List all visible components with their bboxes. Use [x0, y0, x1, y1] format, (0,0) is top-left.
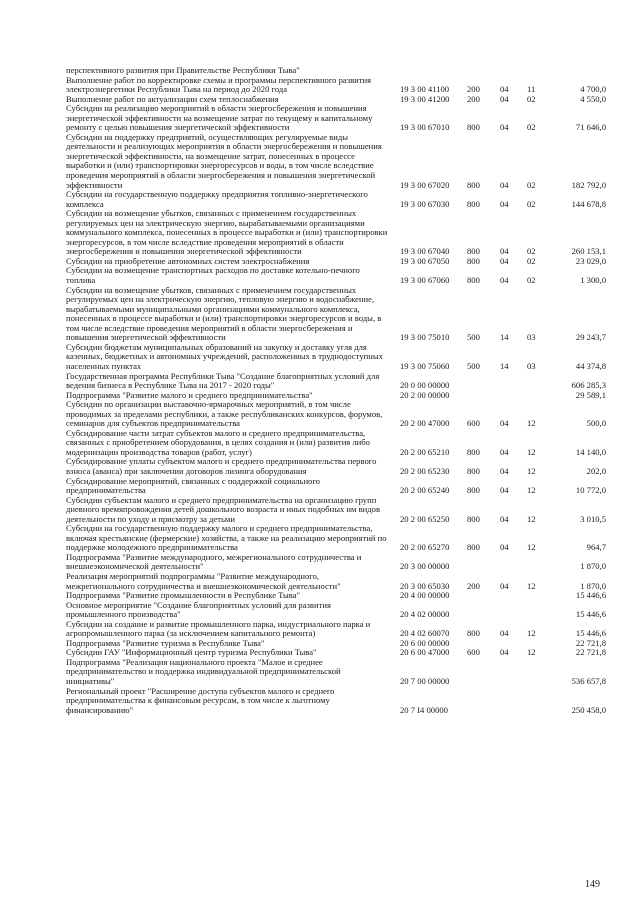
expense-type: 800 [467, 198, 480, 209]
table-row [66, 400, 606, 429]
table-row [66, 266, 606, 285]
row-description: Субсидии на возмещение транспортных расходов по доставке котельно-печного топлива [66, 265, 360, 286]
subsection: 12 [527, 580, 536, 591]
subsection: 12 [527, 628, 536, 639]
amount: 4 550,0 [580, 93, 606, 104]
amount: 606 285,3 [571, 380, 606, 391]
subsection: 12 [527, 513, 536, 524]
amount: 29 589,1 [575, 389, 606, 400]
row-description: Субсидии на создание и развитие промышленного парка, индустриального парка и агропромышленного парка (за исключением капитального ремонта) [66, 618, 371, 639]
expense-type: 800 [467, 465, 480, 476]
row-description: Субсидии на приобретение автономных систем электроснабжения [66, 255, 310, 266]
table-row [66, 601, 606, 620]
row-description: Подпрограмма "Развитие промышленности в Республике Тыва" [66, 590, 301, 601]
section: 14 [500, 332, 509, 343]
expense-type: 600 [467, 418, 480, 429]
page-number: 149 [585, 879, 600, 890]
row-description: Субсидии бюджетам муниципальных образований на закупку и доставку угля для казенных, бюджетных и автономных учреждений, расположенных в труднодоступных населенных пунктах [66, 341, 383, 371]
subsection: 12 [527, 485, 536, 496]
expense-type: 800 [467, 542, 480, 553]
subsection: 12 [527, 418, 536, 429]
row-description: Подпрограмма "Развитие малого и среднего предпринимательства" [66, 389, 313, 400]
section: 04 [500, 255, 509, 266]
table-row [66, 477, 606, 496]
table-row [66, 190, 606, 209]
amount: 23 029,0 [575, 255, 606, 266]
expense-type: 600 [467, 647, 480, 658]
amount: 500,0 [586, 418, 606, 429]
table-row [66, 76, 606, 95]
table-row [66, 209, 606, 257]
row-description: Субсидии по организации выставочно-ярмарочных мероприятий, в том числе проводимых за пределами республики, а также республиканских конкурсов, форумов, семинаров для субъектов предпринимательства [66, 399, 383, 429]
table-row [66, 687, 606, 716]
row-description: Субсидии на реализацию мероприятий в области энергосбережения и повышения энергетической эффективности на возмещение затрат по текущему и капитальному ремонту с целью повышения энергетической эффективности [66, 103, 373, 133]
amount: 1 870,0 [580, 561, 606, 572]
section: 04 [500, 580, 509, 591]
budget-code: 19 3 00 67010 [400, 122, 450, 133]
amount: 10 772,0 [575, 485, 606, 496]
row-description: Субсидии на поддержку предприятий, осуществляющих регулируемые виды деятельности и реализующих мероприятия в области энергосбережения и повышения энергетической эффективности, на возмещение затрат, понесенных в процессе выработки и (или) транспортировки энергоресурсов и воды, в том числе вследствие проведения мероприятий в области энергосбережения и повышения энергетической эффективности [66, 131, 382, 190]
table-row [66, 658, 606, 687]
amount: 182 792,0 [571, 179, 606, 190]
row-description: Выполнение работ по корректировке схемы и программы перспективного развития электроэнергетики Республики Тыва на период до 2020 года [66, 74, 372, 95]
expense-type: 800 [467, 485, 480, 496]
section: 04 [500, 179, 509, 190]
amount: 22 721,8 [575, 647, 606, 658]
amount: 15 446,6 [575, 590, 606, 601]
amount: 29 243,7 [575, 332, 606, 343]
budget-code: 19 3 00 67030 [400, 198, 450, 209]
expense-type: 800 [467, 513, 480, 524]
subsection: 02 [527, 93, 536, 104]
row-description: Подпрограмма "Реализация национального проекта "Малое и среднее предпринимательство и поддержка индивидуальной предпринимательской инициативы" [66, 656, 341, 686]
table-row [66, 620, 606, 639]
budget-code: 20 4 02 60070 [400, 628, 450, 639]
row-description: Субсидии на возмещение убытков, связанных с применением государственных регулируемых цен на электрическую энергию, вырабатываемыми организациями коммунального комплекса, понесенных в процессе выработки и (или) транспортировки энергоресурсов, в том числе вследствие проведения мероприятий в области энергосбережения и повышения энергетической эффективности [66, 208, 388, 257]
expense-type: 800 [467, 122, 480, 133]
budget-code: 19 3 00 67040 [400, 246, 450, 257]
amount: 260 153,1 [571, 246, 606, 257]
row-description: Подпрограмма "Развитие международного, межрегионального сотрудничества и внешнеэкономической деятельности" [66, 551, 362, 572]
amount: 1 870,0 [580, 580, 606, 591]
row-description: Субсидирование уплаты субъектом малого и среднего предпринимательства первого взноса (аванса) при заключении договоров лизинга оборудования [66, 456, 377, 476]
budget-code: 20 7 I4 00000 [400, 704, 448, 715]
subsection: 03 [527, 332, 536, 343]
section: 04 [500, 84, 509, 95]
row-description: Субсидии ГАУ "Информационный центр туризма Республики Тыва" [66, 647, 317, 658]
table-row [66, 429, 606, 458]
amount: 964,7 [586, 542, 606, 553]
section: 04 [500, 93, 509, 104]
section: 04 [500, 542, 509, 553]
row-description: Субсидии на государственную поддержку предприятия топливно-энергетического комплекса [66, 189, 368, 209]
section: 14 [500, 360, 509, 371]
subsection: 02 [527, 275, 536, 286]
budget-code: 19 3 00 75060 [400, 360, 450, 371]
subsection: 02 [527, 179, 536, 190]
table-row [66, 372, 606, 391]
amount: 1 300,0 [580, 275, 606, 286]
subsection: 02 [527, 198, 536, 209]
budget-code: 19 3 00 67060 [400, 275, 450, 286]
subsection: 02 [527, 255, 536, 266]
row-description: Субсидии на государственную поддержку малого и среднего предпринимательства, включая крестьянские (фермерские) хозяйства, а также на реализацию мероприятий по поддержке молодежного предпринимательства [66, 523, 387, 553]
expense-type: 800 [467, 275, 480, 286]
table-row [66, 286, 606, 343]
subsection: 12 [527, 647, 536, 658]
section: 04 [500, 485, 509, 496]
section: 04 [500, 275, 509, 286]
row-description: Субсидирование части затрат субъектов малого и среднего предпринимательства, связанных с приобретением оборудования, в целях создания и (или) развития либо модернизации производства товаров (работ, услуг) [66, 427, 370, 457]
section: 04 [500, 122, 509, 133]
budget-code: 19 3 00 67050 [400, 255, 450, 266]
amount: 250 458,0 [571, 704, 606, 715]
section: 04 [500, 628, 509, 639]
amount: 15 446,6 [575, 609, 606, 620]
row-description: перспективного развития при Правительстве Республики Тыва" [66, 65, 300, 75]
expense-type: 200 [467, 84, 480, 95]
budget-code: 20 3 00 65030 [400, 580, 450, 591]
budget-code: 20 4 00 00000 [400, 590, 450, 601]
table-row [66, 343, 606, 372]
amount: 22 721,8 [575, 637, 606, 648]
budget-code: 20 2 00 65230 [400, 465, 450, 476]
budget-code: 20 7 00 00000 [400, 676, 450, 686]
table-row [66, 133, 606, 190]
row-description: Государственная программа Республики Тыва "Создание благоприятных условий для ведения бизнеса в Республике Тыва на 2017 - 2020 годы" [66, 370, 380, 391]
amount: 44 374,8 [575, 360, 606, 371]
budget-code: 20 3 00 00000 [400, 561, 450, 572]
expense-type: 800 [467, 446, 480, 457]
subsection: 12 [527, 446, 536, 457]
expense-type: 800 [467, 179, 480, 190]
budget-code: 20 2 00 65250 [400, 513, 450, 524]
amount: 71 646,0 [575, 122, 606, 133]
expense-type: 200 [467, 93, 480, 104]
row-description: Региональный проект "Расширение доступа субъектов малого и среднего предпринимательства к финансовым ресурсам, в том числе к льготному финансированию" [66, 685, 335, 715]
budget-code: 20 4 02 00000 [400, 609, 450, 620]
budget-code: 20 2 00 65270 [400, 542, 450, 553]
budget-code: 19 3 00 75010 [400, 332, 450, 343]
section: 04 [500, 198, 509, 209]
budget-code: 20 6 00 00000 [400, 637, 450, 648]
amount: 14 140,0 [575, 446, 606, 457]
table-row [66, 496, 606, 525]
amount: 4 700,0 [580, 84, 606, 95]
subsection: 02 [527, 122, 536, 133]
expense-type: 800 [467, 246, 480, 257]
budget-table [66, 66, 606, 715]
table-row [66, 524, 606, 553]
section: 04 [500, 418, 509, 429]
table-row [66, 553, 606, 572]
subsection: 12 [527, 465, 536, 476]
budget-code: 20 0 00 00000 [400, 380, 450, 391]
row-description: Выполнение работ по актуализации схем теплоснабжения [66, 93, 279, 104]
budget-code: 20 2 00 65240 [400, 485, 450, 496]
budget-code: 19 3 00 67020 [400, 179, 450, 190]
amount: 536 657,8 [571, 676, 606, 686]
expense-type: 800 [467, 628, 480, 639]
expense-type: 200 [467, 580, 480, 591]
subsection: 12 [527, 542, 536, 553]
amount: 3 010,5 [580, 513, 606, 524]
table-row [66, 572, 606, 591]
row-description: Субсидии на возмещение убытков, связанных с применением государственных регулируемых цен на электрическую энергию, тепловую энергию и водоснабжение, вырабатываемыми муниципальными организациями коммунального комплекса, понесенных в процессе выработки и (или) транспортировки энергоресурсов и воды, в том числе вследствие проведения мероприятий в области энергосбережения и повышения энергетической эффективности [66, 284, 382, 343]
budget-code: 20 2 00 00000 [400, 389, 450, 400]
budget-code: 20 2 00 65210 [400, 446, 450, 457]
table-row [66, 457, 606, 476]
section: 04 [500, 513, 509, 524]
expense-type: 800 [467, 255, 480, 266]
row-description: Подпрограмма "Развитие туризма в Республике Тыва" [66, 637, 265, 648]
row-description: Субсидии субъектам малого и среднего предпринимательства на организацию групп дневного времяпровождения детей дошкольного возраста и иных подобных им видов деятельности по уходу и присмотру за детьми [66, 494, 381, 524]
row-description: Реализация мероприятий подпрограммы "Развитие международного, межрегионального сотрудничества и внешнеэкономической деятельности" [66, 570, 341, 591]
section: 04 [500, 446, 509, 457]
table-row [66, 104, 606, 133]
budget-code: 20 2 00 47000 [400, 418, 450, 429]
row-description: Основное мероприятие "Создание благоприятных условий для развития промышленного производства" [66, 599, 331, 620]
section: 04 [500, 465, 509, 476]
subsection: 02 [527, 246, 536, 257]
amount: 144 678,8 [571, 198, 606, 209]
budget-code: 19 3 00 41200 [400, 93, 450, 104]
expense-type: 500 [467, 360, 480, 371]
expense-type: 500 [467, 332, 480, 343]
amount: 15 446,6 [575, 628, 606, 639]
row-description: Субсидирование мероприятий, связанных с поддержкой социального предпринимательства [66, 475, 320, 496]
section: 04 [500, 246, 509, 257]
amount: 202,0 [586, 465, 606, 476]
subsection: 11 [527, 84, 536, 95]
budget-code: 20 6 00 47000 [400, 647, 450, 658]
subsection: 03 [527, 360, 536, 371]
budget-code: 19 3 00 41100 [400, 84, 450, 95]
section: 04 [500, 647, 509, 658]
